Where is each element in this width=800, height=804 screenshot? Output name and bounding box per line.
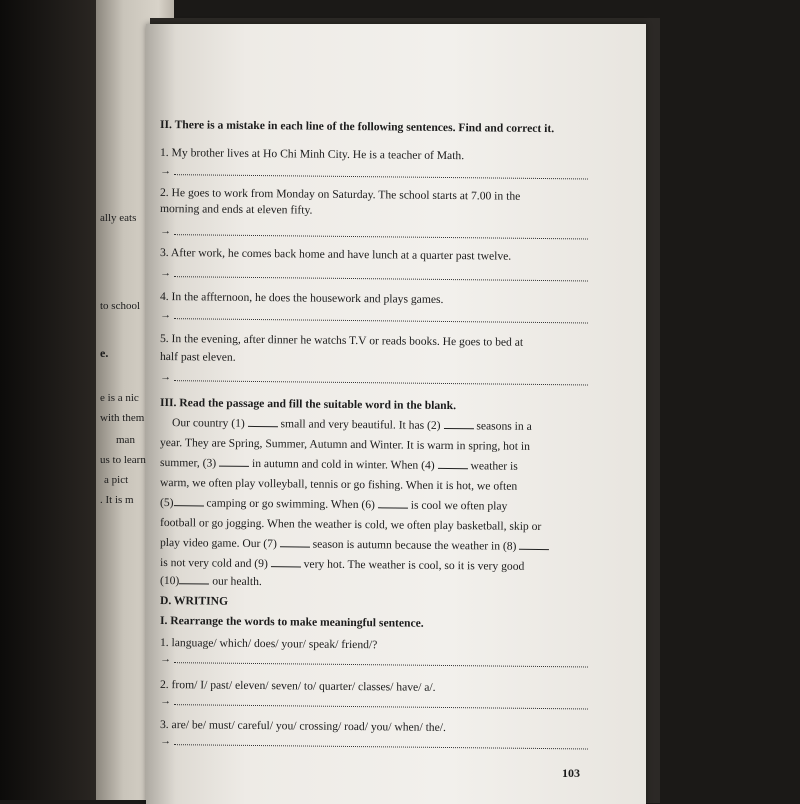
passage-line: year. They are Spring, Summer, Autumn and Winter. It is warm in spring, hot in <box>159 436 530 453</box>
arrow-icon: → <box>159 309 172 322</box>
arrow-icon: → <box>159 695 172 708</box>
exercise-item: 4. In the affternoon, he does the housework and plays games. <box>159 290 444 306</box>
exercise-item: 3. After work, he comes back home and have lunch at a quarter past twelve. <box>159 246 512 263</box>
passage-line: Our country (1) small and very beautiful. It has (2) seasons in a <box>171 416 532 433</box>
section-d-subheading: I. Rearrange the words to make meaningful sentence. <box>159 614 424 630</box>
left-fragment: . It is m <box>100 494 134 506</box>
writing-item: 3. are/ be/ must/ careful/ you/ crossing/ road/ you/ when/ the/. <box>159 718 446 734</box>
blank[interactable] <box>173 496 203 506</box>
exercise-item: 5. In the evening, after dinner he watchs T.V or reads books. He goes to bed at <box>159 332 524 349</box>
left-fragment: e. <box>100 346 109 360</box>
section-d-heading: D. WRITING <box>159 594 229 608</box>
blank[interactable] <box>179 574 209 584</box>
left-fragment: man <box>116 434 135 446</box>
blank[interactable] <box>378 498 408 508</box>
passage-line: summer, (3) in autumn and cold in winter. When (4) weather is <box>159 456 518 473</box>
passage-line: play video game. Our (7) season is autumn because the weather in (8) <box>160 536 588 554</box>
arrow-icon: → <box>159 165 172 178</box>
blank[interactable] <box>438 459 468 469</box>
writing-item: 1. language/ which/ does/ your/ speak/ friend/? <box>159 636 378 652</box>
blank[interactable] <box>219 457 249 467</box>
arrow-icon: → <box>159 371 172 384</box>
arrow-icon: → <box>159 225 172 238</box>
passage-line: warm, we often play volleyball, tennis or go fishing. When it is hot, we often <box>159 476 518 493</box>
exercise-item: 2. He goes to work from Monday on Saturday. The school starts at 7.00 in the <box>159 186 521 203</box>
arrow-icon: → <box>159 653 172 666</box>
exercise-item-cont: morning and ends at eleven fifty. <box>159 202 313 217</box>
exercise-item: 1. My brother lives at Ho Chi Minh City. He is a teacher of Math. <box>159 146 465 163</box>
passage-line: is not very cold and (9) very hot. The weather is cool, so it is very good <box>159 556 525 573</box>
passage-line: football or go jogging. When the weather is cold, we often play basketball, skip or <box>159 516 542 533</box>
blank[interactable] <box>443 419 473 429</box>
blank[interactable] <box>519 540 549 550</box>
writing-item: 2. from/ I/ past/ eleven/ seven/ to/ quarter/ classes/ have/ a/. <box>159 678 436 694</box>
passage-line: (5) camping or go swimming. When (6) is cool we often play <box>159 496 508 513</box>
section-3-heading: III. Read the passage and fill the suitable word in the blank. <box>159 396 457 413</box>
left-fragment: to school <box>100 300 141 312</box>
left-fragment: a pict <box>104 474 129 486</box>
left-fragment: with them <box>100 412 145 424</box>
arrow-icon: → <box>159 267 172 280</box>
exercise-item-cont: half past eleven. <box>159 350 236 364</box>
blank[interactable] <box>248 417 278 427</box>
blank[interactable] <box>280 537 310 547</box>
left-fragment: us to learn <box>100 454 146 466</box>
section-2-heading: II. There is a mistake in each line of the following sentences. Find and correct it. <box>159 118 555 136</box>
left-fragment: ally eats <box>100 212 137 224</box>
arrow-icon: → <box>159 735 172 748</box>
left-fragment: e is a nic <box>100 392 139 404</box>
passage-line: (10) our health. <box>159 574 262 589</box>
blank[interactable] <box>271 557 301 567</box>
page-number: 103 <box>562 766 580 780</box>
